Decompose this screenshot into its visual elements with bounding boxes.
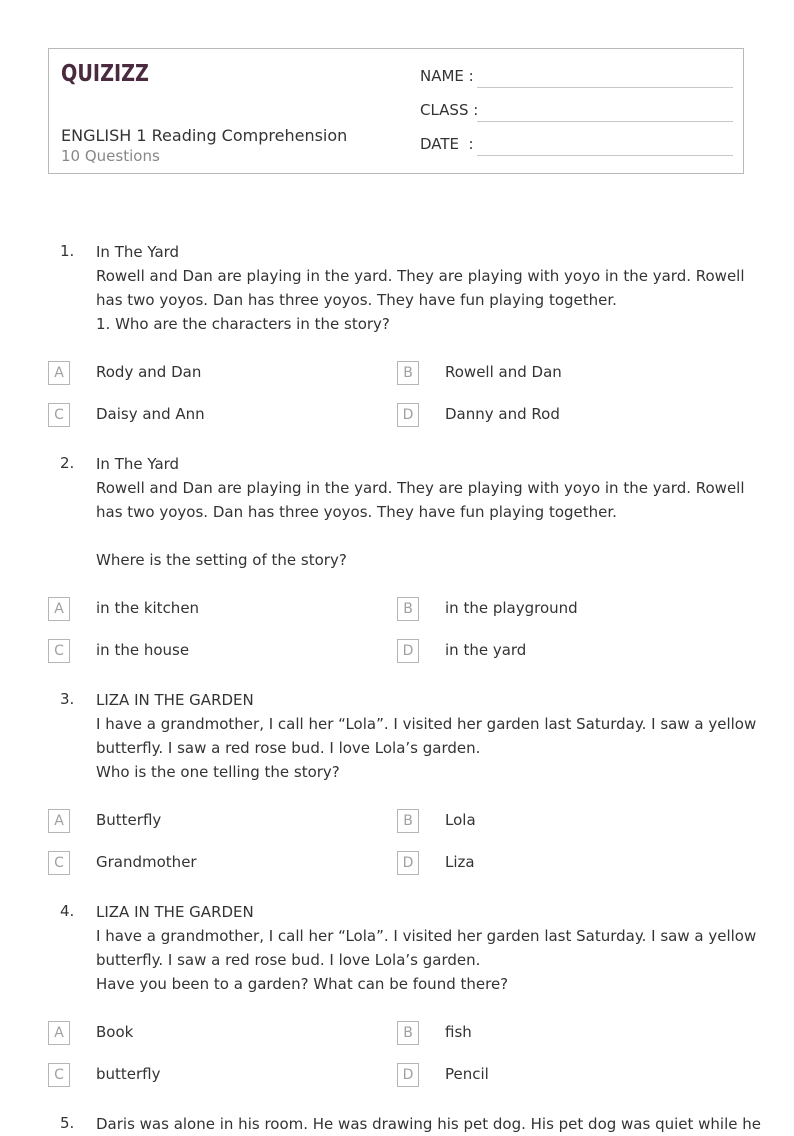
passage-title: LIZA IN THE GARDEN xyxy=(96,691,254,709)
name-field[interactable] xyxy=(420,67,733,91)
option-text: Grandmother xyxy=(96,853,197,871)
class-label: CLASS : xyxy=(420,101,479,119)
option-text: in the house xyxy=(96,641,190,659)
option-letter-box: B xyxy=(397,597,419,621)
blank-line xyxy=(96,524,736,548)
passage-line: I have a grandmother, I call her “Lola”. I visited her garden last Saturday. I saw a yellow xyxy=(96,715,757,733)
question-number: 1. xyxy=(60,242,75,260)
question-prompt: Have you been to a garden? What can be found there? xyxy=(96,975,509,993)
option-letter-box: B xyxy=(397,809,419,833)
question-prompt: 1. Who are the characters in the story? xyxy=(96,315,390,333)
option-text: in the kitchen xyxy=(96,599,200,617)
passage-title: In The Yard xyxy=(96,455,180,473)
name-line xyxy=(477,87,733,88)
option-text: Rowell and Dan xyxy=(445,363,562,381)
question-text xyxy=(96,452,745,572)
passage-line: Daris was alone in his room. He was drawing his pet dog. His pet dog was quiet while he xyxy=(96,1115,762,1133)
date-line xyxy=(477,155,733,156)
option-letter-box: A xyxy=(48,1021,70,1045)
question-count: 10 Questions xyxy=(61,147,160,165)
option-letter-box: A xyxy=(48,597,70,621)
passage-line: Rowell and Dan are playing in the yard. They are playing with yoyo in the yard. Rowell xyxy=(96,267,745,285)
question-number: 5. xyxy=(60,1114,75,1132)
option-text: Liza xyxy=(445,853,475,871)
class-field[interactable] xyxy=(420,101,733,125)
date-field[interactable] xyxy=(420,135,733,159)
question-number: 4. xyxy=(60,902,75,920)
option-letter-box: D xyxy=(397,639,419,663)
option-text: Butterfly xyxy=(96,811,162,829)
option-letter-box: B xyxy=(397,361,419,385)
question-number: 3. xyxy=(60,690,75,708)
option-letter-box: C xyxy=(48,639,70,663)
option-letter-box: B xyxy=(397,1021,419,1045)
option-letter-box: D xyxy=(397,1063,419,1087)
passage-title: LIZA IN THE GARDEN xyxy=(96,903,254,921)
question-text xyxy=(96,688,757,784)
class-line xyxy=(477,121,733,122)
question-prompt: Who is the one telling the story? xyxy=(96,763,340,781)
option-letter-box: D xyxy=(397,403,419,427)
option-text: in the yard xyxy=(445,641,527,659)
passage-line: has two yoyos. Dan has three yoyos. They have fun playing together. xyxy=(96,291,617,309)
option-text: Book xyxy=(96,1023,134,1041)
option-text: Rody and Dan xyxy=(96,363,202,381)
option-letter-box: A xyxy=(48,809,70,833)
question-number: 2. xyxy=(60,454,75,472)
worksheet-title: ENGLISH 1 Reading Comprehension xyxy=(61,126,348,145)
passage-line: butterfly. I saw a red rose bud. I love Lola’s garden. xyxy=(96,739,481,757)
option-letter-box: C xyxy=(48,1063,70,1087)
worksheet-header xyxy=(48,48,744,174)
option-text: fish xyxy=(445,1023,472,1041)
option-text: Daisy and Ann xyxy=(96,405,205,423)
option-text: butterfly xyxy=(96,1065,161,1083)
passage-title: In The Yard xyxy=(96,243,180,261)
question-text xyxy=(96,240,745,336)
logo-text: QUIZIZZ xyxy=(61,61,149,87)
option-text: Pencil xyxy=(445,1065,489,1083)
option-letter-box: D xyxy=(397,851,419,875)
option-text: Danny and Rod xyxy=(445,405,560,423)
option-text: in the playground xyxy=(445,599,578,617)
date-label: DATE : xyxy=(420,135,474,153)
question-prompt: Where is the setting of the story? xyxy=(96,551,347,569)
option-letter-box: A xyxy=(48,361,70,385)
option-letter-box: C xyxy=(48,851,70,875)
question-text xyxy=(96,900,757,996)
option-letter-box: C xyxy=(48,403,70,427)
passage-line: butterfly. I saw a red rose bud. I love Lola’s garden. xyxy=(96,951,481,969)
option-text: Lola xyxy=(445,811,476,829)
passage-line: I have a grandmother, I call her “Lola”. I visited her garden last Saturday. I saw a yellow xyxy=(96,927,757,945)
question-text xyxy=(96,1112,762,1133)
name-label: NAME : xyxy=(420,67,474,85)
quizizz-logo xyxy=(61,59,153,91)
passage-line: has two yoyos. Dan has three yoyos. They have fun playing together. xyxy=(96,503,617,521)
passage-line: Rowell and Dan are playing in the yard. They are playing with yoyo in the yard. Rowell xyxy=(96,479,745,497)
